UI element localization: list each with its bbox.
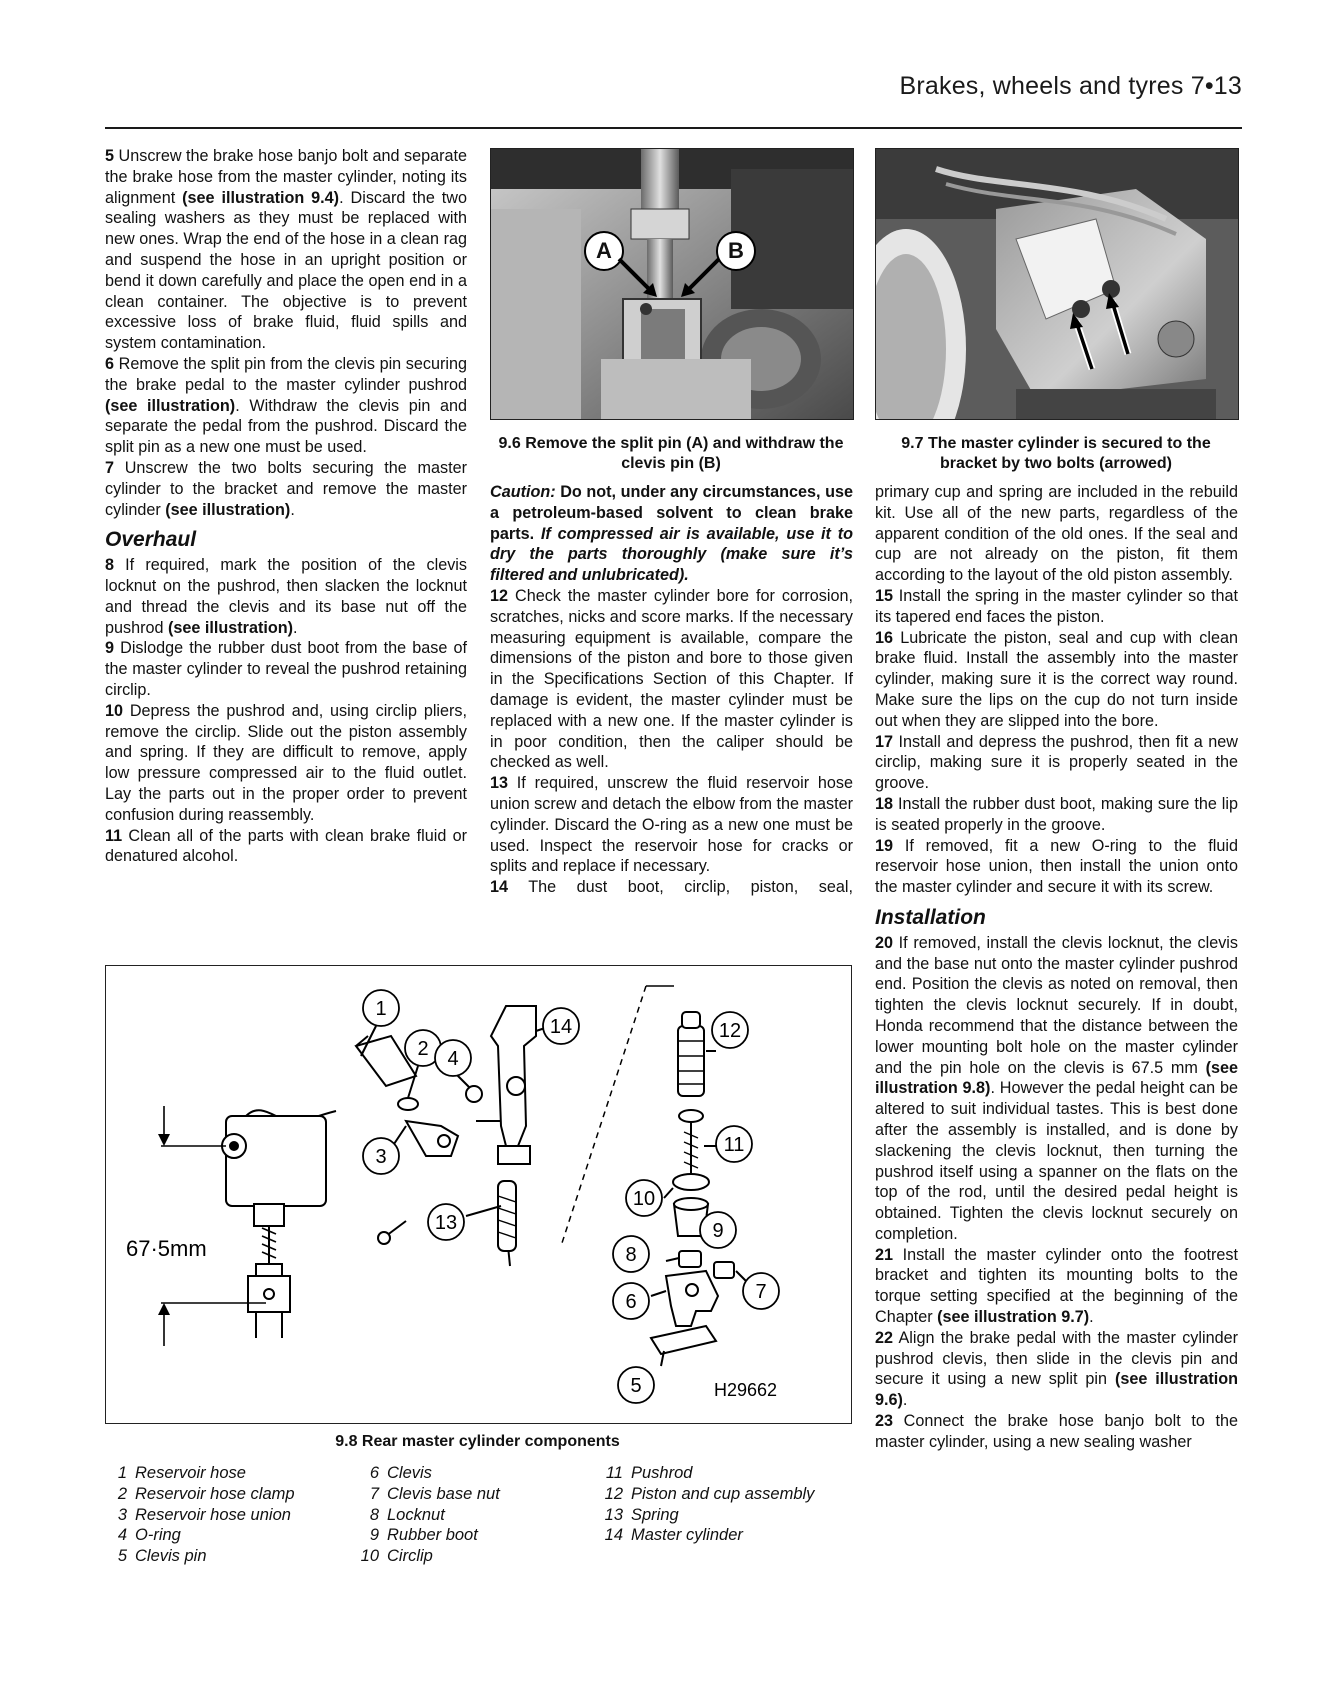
step-text: Clean all of the parts with clean brake fluid or denatured alcohol. — [105, 826, 467, 866]
legend-number: 11 — [605, 1464, 623, 1482]
step-text: Depress the pushrod and, using circlip pliers, remove the circlip. Slide out the piston assembly and spring. If they are difficult to remove, apply low pressure compressed air to the fluid outlet. Lay the parts out in the proper order to prevent confusion during reassembly. — [105, 701, 467, 824]
column-1 — [105, 146, 467, 867]
legend-item — [105, 1463, 295, 1484]
illustration-ref: (see illustration 9.8) — [875, 1058, 1238, 1098]
step-number: 20 — [875, 933, 894, 952]
step-text: Install and depress the pushrod, then fit a new circlip, making sure it is properly seated in the groove. — [875, 732, 1238, 793]
step-text: If removed, fit a new O-ring to the fluid reservoir hose union, then install the union onto the master cylinder and secure it with its screw. — [875, 836, 1238, 897]
legend-label: Master cylinder — [631, 1526, 743, 1545]
step-number: 11 — [105, 826, 123, 845]
legend-column-2 — [357, 1463, 500, 1567]
svg-text:13: 13 — [434, 1212, 458, 1234]
step-number: 23 — [875, 1412, 894, 1431]
paragraph-12 — [490, 586, 853, 773]
step-number: 9 — [105, 639, 115, 658]
step-text: Install the rubber dust boot, making sure the lip is seated properly in the groove. — [875, 794, 1238, 834]
paragraph-16 — [875, 628, 1238, 732]
paragraph-18 — [875, 794, 1238, 836]
step-text: . — [290, 500, 295, 519]
paragraph-5 — [105, 146, 467, 354]
step-number: 14 — [490, 878, 509, 897]
paragraph-8 — [105, 555, 467, 638]
photo-9-7-caption: 9.7 The master cylinder is secured to the bracket by two bolts (arrowed) — [901, 435, 1211, 472]
step-text: The dust boot, circlip, piston, seal, — [508, 878, 853, 897]
legend-label: Reservoir hose union — [135, 1505, 291, 1524]
legend-item — [601, 1463, 814, 1484]
legend-number: 5 — [117, 1547, 127, 1566]
step-text: Align the brake pedal with the master cylinder pushrod clevis, then slide in the clevis pin and secure it using a new split pin — [875, 1328, 1238, 1389]
step-text: Unscrew the two bolts securing the master cylinder to the bracket and remove the master cylinder — [105, 458, 467, 519]
legend-number: 7 — [369, 1484, 379, 1503]
legend-item — [357, 1525, 500, 1546]
legend-item — [105, 1525, 295, 1546]
step-text: If required, mark the position of the clevis locknut on the pushrod, then slacken the locknut and thread the clevis and its base nut off the pushrod — [105, 556, 467, 637]
legend-column-3 — [601, 1463, 814, 1546]
svg-text:2: 2 — [417, 1038, 429, 1060]
step-number: 18 — [875, 794, 894, 813]
section-heading-overhaul: Overhaul — [105, 528, 197, 552]
step-text: . — [293, 618, 298, 637]
legend-label: Rubber boot — [387, 1526, 478, 1545]
svg-text:11: 11 — [723, 1134, 745, 1156]
svg-text:14: 14 — [549, 1016, 573, 1038]
step-text: Remove the split pin from the clevis pin securing the brake pedal to the master cylinder pushrod — [105, 354, 467, 394]
legend-label: Clevis — [387, 1464, 432, 1482]
legend-item — [357, 1484, 500, 1505]
legend-label: Clevis pin — [135, 1547, 207, 1566]
paragraph-15 — [875, 586, 1238, 628]
legend-number: 1 — [117, 1464, 127, 1482]
step-text: If removed, install the clevis locknut, the clevis and the base nut onto the master cylinder pushrod end. Position the clevis as noted on removal, then tighten the clevis locknut securely. If in doubt, Honda recommend that the distance between the lower mounting bolt hole on the master cylinder and the pin hole on the clevis is 67.5 mm — [875, 933, 1238, 1077]
svg-text:8: 8 — [625, 1244, 637, 1266]
photo-label-b: B — [716, 231, 756, 271]
step-number: 21 — [875, 1245, 894, 1264]
paragraph-20 — [875, 933, 1238, 1245]
callout-6 — [613, 1283, 649, 1319]
paragraph-10 — [105, 701, 467, 826]
callout-10 — [626, 1180, 662, 1216]
legend-item — [105, 1484, 295, 1505]
paragraph-17 — [875, 732, 1238, 794]
photo-9-6-arrows — [491, 149, 853, 419]
legend-item — [105, 1546, 295, 1567]
svg-text:3: 3 — [375, 1146, 387, 1168]
legend-number: 10 — [360, 1547, 379, 1566]
step-number: 13 — [490, 774, 509, 793]
step-text: primary cup and spring are included in the rebuild kit. Use all of the new parts, regardless of the apparent condition of the old ones. If the seal and cup are not already on the piston, fit them according to the layout of the old piston assembly. — [875, 483, 1238, 585]
step-text: Unscrew the brake hose banjo bolt and separate the brake hose from the master cylinder, noting its alignment — [105, 147, 467, 207]
paragraph-19 — [875, 836, 1238, 898]
diagram-9-8-caption: 9.8 Rear master cylinder components — [335, 1433, 620, 1450]
legend-number: 6 — [369, 1464, 379, 1482]
legend-number: 2 — [117, 1484, 127, 1503]
legend-item — [357, 1546, 500, 1567]
legend-number: 13 — [604, 1505, 623, 1524]
photo-label-a: A — [584, 231, 624, 271]
paragraph-7 — [105, 458, 467, 520]
callout-8 — [613, 1236, 649, 1272]
illustration-ref: (see illustration) — [168, 618, 294, 637]
step-text: Dislodge the rubber dust boot from the base of the master cylinder to reveal the pushrod retaining circlip. — [105, 639, 467, 699]
photo-9-7 — [875, 148, 1239, 420]
dimension-label: 67·5mm — [126, 1236, 207, 1261]
svg-text:12: 12 — [718, 1020, 742, 1042]
caution-text-italic: If compressed air is available, use it to dry the parts thoroughly (make sure it’s filtered and unlubricated). — [490, 524, 853, 585]
legend-number: 4 — [117, 1526, 127, 1545]
callout-13 — [428, 1204, 464, 1240]
paragraph-21 — [875, 1245, 1238, 1328]
caution-paragraph — [490, 482, 853, 586]
legend-label: O-ring — [135, 1526, 181, 1545]
illustration-ref: (see illustration) — [165, 500, 291, 519]
legend-item — [601, 1484, 814, 1505]
step-number: 22 — [875, 1328, 894, 1347]
legend-column-1 — [105, 1463, 295, 1567]
svg-text:9: 9 — [712, 1220, 724, 1242]
column-3 — [875, 482, 1238, 1453]
step-number: 6 — [105, 354, 115, 373]
step-text: If required, unscrew the fluid reservoir hose union screw and detach the elbow from the master cylinder. Discard the O-ring as a new one must be used. Inspect the reservoir hose for cracks or splits and replace if necessary. — [490, 774, 853, 876]
paragraph-14 — [490, 877, 853, 898]
header-rule — [105, 127, 1242, 129]
step-number: 16 — [875, 628, 894, 647]
paragraph-6 — [105, 354, 467, 458]
photo-9-7-arrows — [876, 149, 1238, 419]
legend-label: Pushrod — [631, 1464, 693, 1482]
caution-label: Caution: — [490, 483, 556, 501]
legend-label: Reservoir hose clamp — [135, 1484, 295, 1503]
step-text: Connect the brake hose banjo bolt to the master cylinder, using a new sealing washer — [875, 1412, 1238, 1451]
step-text: Install the master cylinder onto the footrest bracket and tighten its mounting bolts to the torque setting specified at the beginning of the Chapter — [875, 1245, 1238, 1327]
step-number: 10 — [105, 701, 124, 720]
callout-4 — [435, 1040, 471, 1076]
photo-9-6-caption: 9.6 Remove the split pin (A) and withdraw the clevis pin (B) — [498, 435, 844, 472]
page-header-title: Brakes, wheels and tyres 7•13 — [899, 72, 1242, 100]
svg-text:1: 1 — [375, 998, 387, 1020]
legend-number: 14 — [604, 1526, 623, 1545]
step-number: 12 — [490, 586, 509, 605]
illustration-ref: (see illustration 9.4) — [182, 188, 340, 207]
svg-text:6: 6 — [625, 1291, 637, 1313]
step-number: 15 — [875, 586, 894, 605]
paragraph-11 — [105, 826, 467, 868]
legend-item — [357, 1463, 500, 1484]
legend-number: 9 — [369, 1526, 379, 1545]
legend-number: 3 — [117, 1505, 127, 1524]
callout-9 — [700, 1212, 736, 1248]
step-text: . Withdraw the clevis pin and separate the pedal from the pushrod. Discard the split pin as a new one must be used. — [105, 396, 467, 457]
paragraph-23 — [875, 1411, 1238, 1453]
column-2 — [490, 482, 853, 898]
step-number: 7 — [105, 458, 115, 477]
legend-label: Reservoir hose — [135, 1464, 246, 1482]
paragraph-14-continued — [875, 482, 1238, 586]
legend-item — [601, 1525, 814, 1546]
drawing-ref-code: H29662 — [714, 1380, 778, 1400]
legend-number: 8 — [369, 1505, 379, 1524]
legend-label: Piston and cup assembly — [631, 1484, 815, 1503]
step-number: 19 — [875, 836, 894, 855]
legend-label: Clevis base nut — [387, 1484, 500, 1503]
paragraph-9 — [105, 638, 467, 700]
legend-item — [357, 1505, 500, 1526]
illustration-ref: (see illustration 9.6) — [875, 1370, 1238, 1410]
paragraph-22 — [875, 1328, 1238, 1411]
caution-text: Do not, under any circumstances, use a petroleum-based solvent to clean brake parts. — [490, 483, 853, 543]
legend-item — [105, 1505, 295, 1526]
section-heading-installation: Installation — [875, 905, 986, 929]
callout-7 — [743, 1273, 779, 1309]
callout-5 — [618, 1367, 654, 1403]
paragraph-13 — [490, 773, 853, 877]
step-text: Check the master cylinder bore for corrosion, scratches, nicks and score marks. If the necessary measuring equipment is available, compare the dimensions of the piston and bore to those given in the Specifications Section of this Chapter. If damage is evident, the master cylinder must be replaced with a new one. If the master cylinder is in poor condition, then the caliper should be checked as well. — [490, 586, 853, 772]
svg-text:5: 5 — [630, 1375, 642, 1397]
illustration-ref: (see illustration 9.7) — [937, 1308, 1090, 1327]
callout-3 — [363, 1138, 399, 1174]
step-text: . Discard the two sealing washers as they must be replaced with new ones. Wrap the end of the hose in a clean rag and suspend the hose in an upright position or bend it down carefully and place the open end in a clean container. The objective is to prevent excessive loss of brake fluid, fluid spills and system contamination. — [105, 188, 467, 353]
legend-label: Circlip — [387, 1547, 433, 1566]
step-text: . — [1089, 1308, 1094, 1327]
legend-number: 12 — [604, 1484, 623, 1503]
step-text: . However the pedal height can be altered to suit individual tastes. This is best done after the assembly is installed, and is done by slackening the clevis locknut, then turning the pushrod itself using a spanner on the flats on the top of the rod, until the desired pedal height is obtained. Tighten the clevis locknut securely on completion. — [875, 1079, 1238, 1243]
callout-1 — [363, 990, 399, 1026]
step-text: Lubricate the piston, seal and cup with clean brake fluid. Install the assembly into the master cylinder, making sure it is the correct way round. Make sure the lips on the cup do not turn inside out when they are slipped into the bore. — [875, 628, 1238, 730]
step-number: 8 — [105, 556, 115, 575]
illustration-ref: (see illustration) — [105, 396, 236, 415]
callout-11 — [716, 1126, 752, 1162]
exploded-view-drawing — [106, 966, 851, 1423]
legend-label: Spring — [631, 1505, 679, 1524]
svg-text:4: 4 — [447, 1048, 459, 1070]
legend-item — [601, 1505, 814, 1526]
diagram-9-8 — [105, 965, 852, 1424]
svg-text:10: 10 — [632, 1188, 656, 1210]
svg-text:7: 7 — [755, 1281, 767, 1303]
callout-12 — [712, 1012, 748, 1048]
step-number: 17 — [875, 732, 894, 751]
step-text: . — [902, 1391, 908, 1410]
step-text: Install the spring in the master cylinder so that its tapered end faces the piston. — [875, 586, 1238, 626]
step-number: 5 — [105, 147, 115, 165]
photo-9-6 — [490, 148, 854, 420]
legend-label: Locknut — [387, 1505, 445, 1524]
callout-14 — [543, 1008, 579, 1044]
